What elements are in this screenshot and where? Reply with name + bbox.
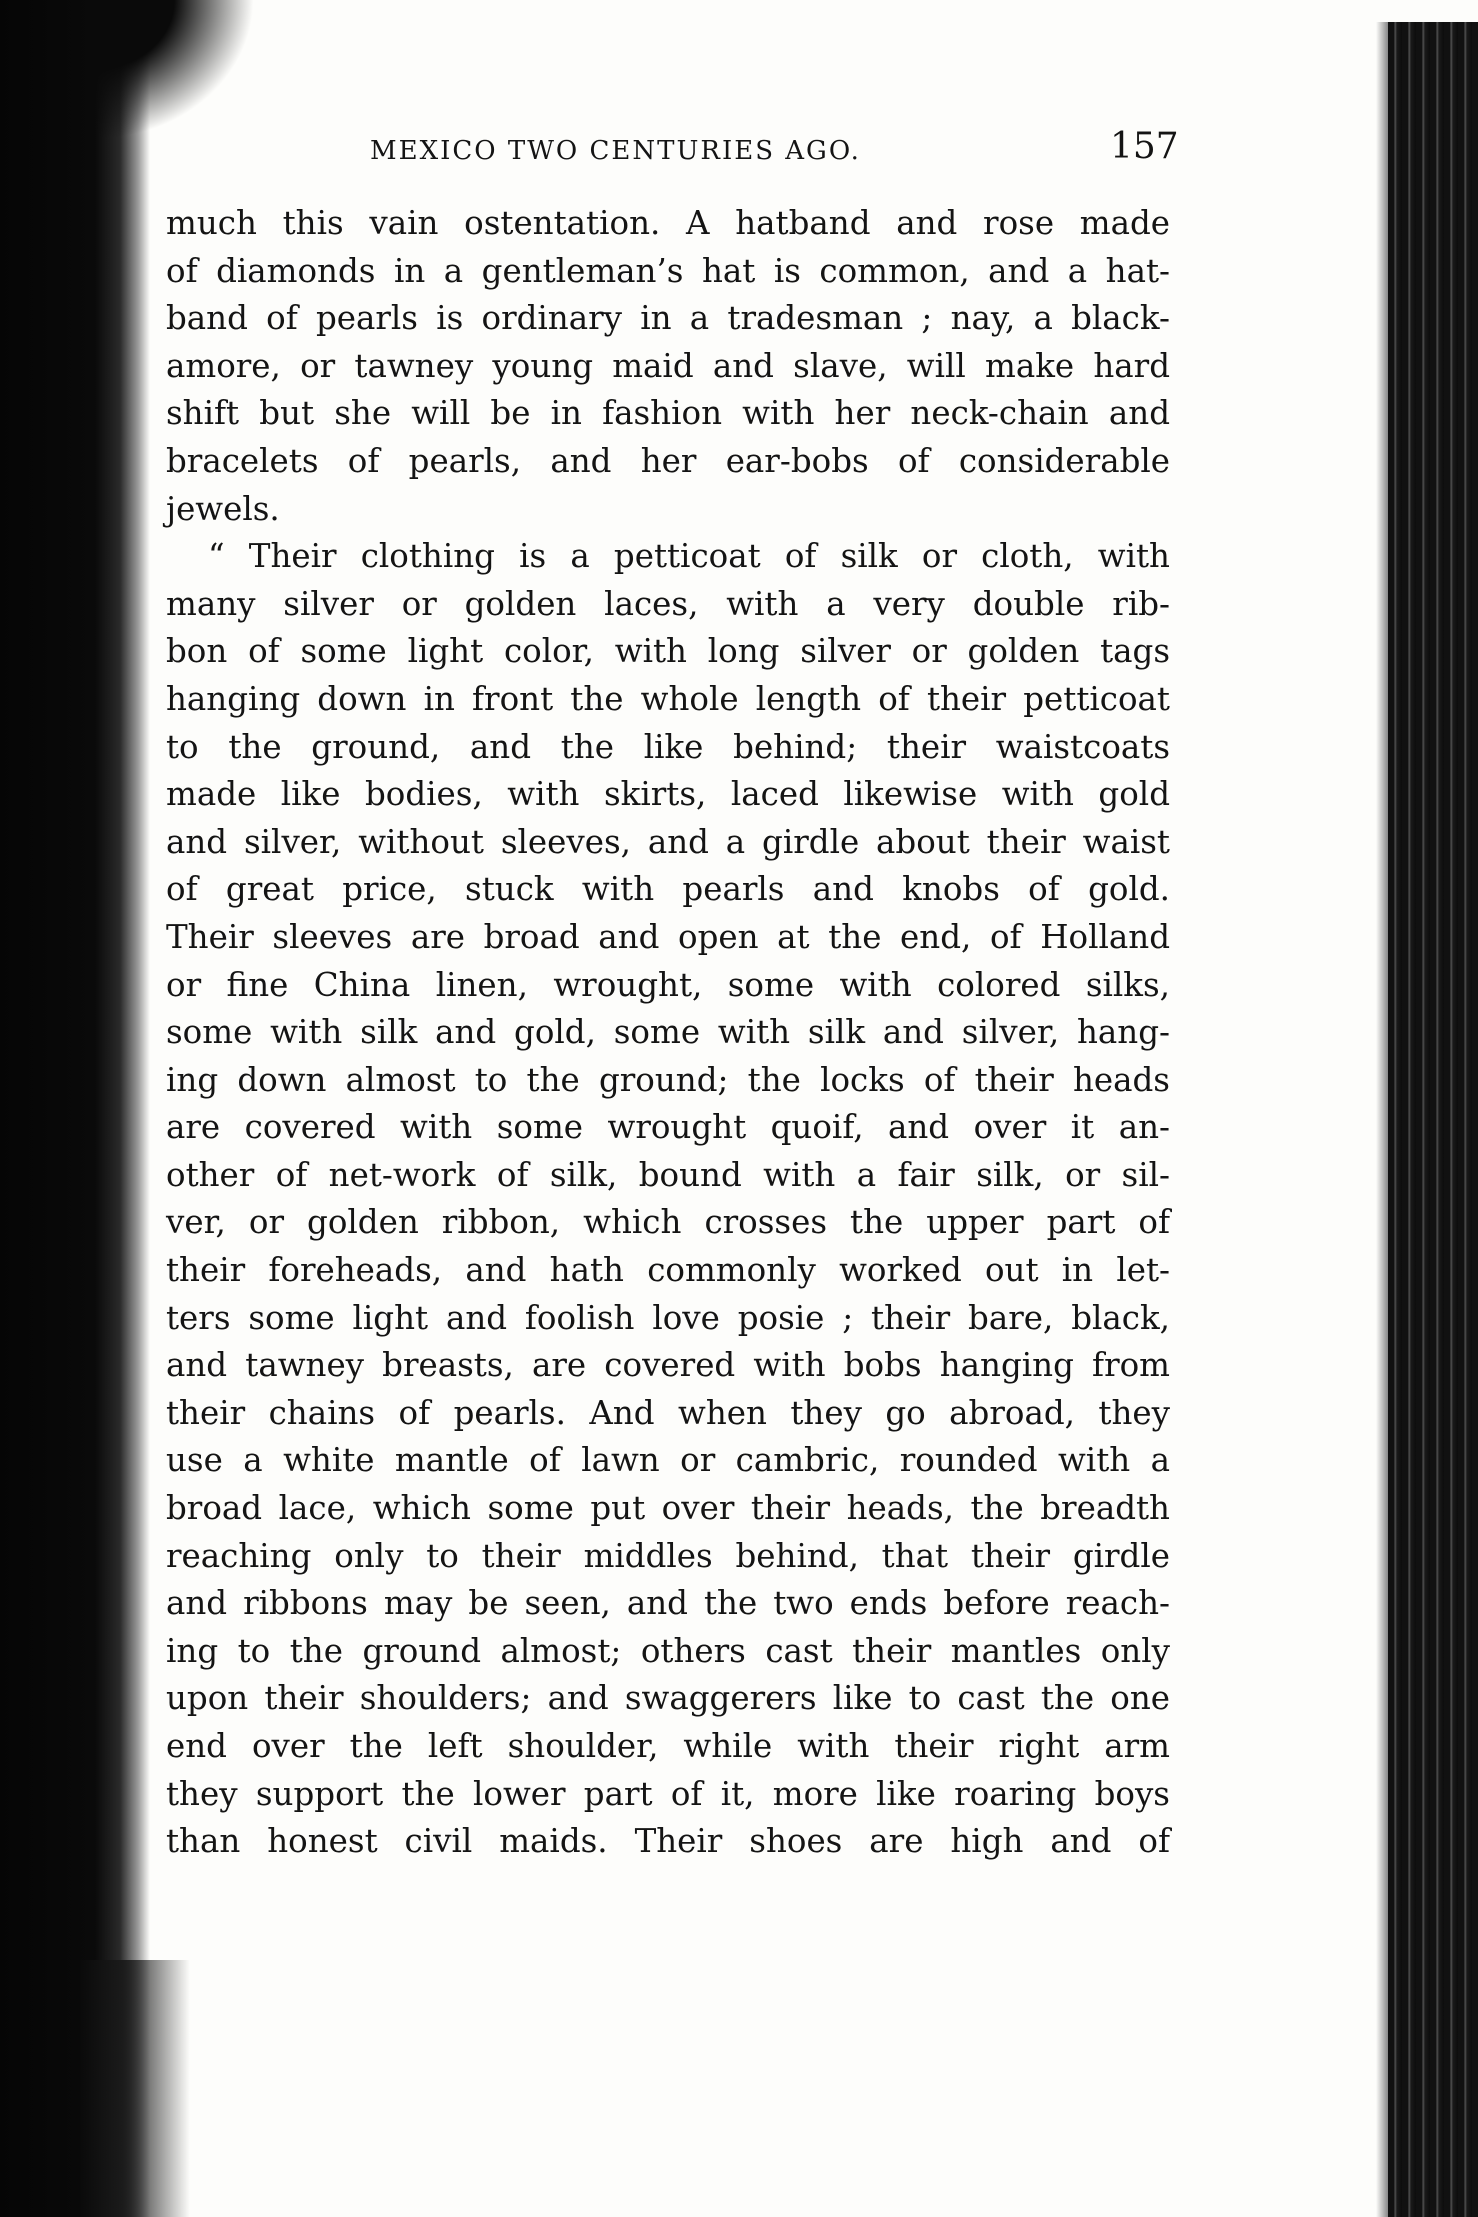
text-line: and tawney breasts, are covered with bobs hanging from — [166, 1346, 1170, 1385]
text-line: than honest civil maids. Their shoes are high and of — [166, 1822, 1170, 1861]
text-line: bracelets of pearls, and her ear-bobs of considerable — [166, 441, 1170, 480]
text-line: many silver or golden laces, with a very double rib- — [166, 584, 1170, 623]
text-line: broad lace, which some put over their heads, the breadth — [166, 1489, 1170, 1528]
text-line: are covered with some wrought quoif, and over it an- — [166, 1108, 1170, 1147]
text-line: “ Their clothing is a petticoat of silk or cloth, with — [208, 537, 1170, 576]
text-line: jewels. — [166, 489, 280, 528]
text-line: of diamonds in a gentleman’s hat is common, and a hat- — [166, 251, 1170, 290]
text-line: use a white mantle of lawn or cambric, rounded with a — [166, 1441, 1170, 1480]
text-line: shift but she will be in fashion with her neck-chain and — [166, 394, 1170, 433]
text-line: other of net-work of silk, bound with a fair silk, or sil- — [166, 1155, 1170, 1194]
scan-edge-fade — [1376, 22, 1388, 2217]
text-line: they support the lower part of it, more like roaring boys — [166, 1774, 1170, 1813]
text-line: of great price, stuck with pearls and knobs of gold. — [166, 870, 1170, 909]
text-line: ters some light and foolish love posie ; their bare, black, — [166, 1298, 1170, 1337]
text-line: bon of some light color, with long silver or golden tags — [166, 632, 1170, 671]
text-line: their foreheads, and hath commonly worked out in let- — [166, 1251, 1170, 1290]
text-line: Their sleeves are broad and open at the end, of Holland — [166, 917, 1170, 956]
text-line: to the ground, and the like behind; their waistcoats — [166, 727, 1170, 766]
text-line: some with silk and gold, some with silk and silver, hang- — [166, 1013, 1170, 1052]
text-line: reaching only to their middles behind, that their girdle — [166, 1536, 1170, 1575]
text-line: their chains of pearls. And when they go abroad, they — [166, 1393, 1170, 1432]
text-line: much this vain ostentation. A hatband and rose made — [166, 204, 1170, 242]
text-line: end over the left shoulder, while with their right arm — [166, 1727, 1170, 1765]
page-number: 157 — [1110, 126, 1179, 167]
text-line: or fine China linen, wrought, some with colored silks, — [166, 965, 1170, 1004]
text-line: amore, or tawney young maid and slave, will make hard — [166, 346, 1170, 385]
text-line: ing down almost to the ground; the locks of their heads — [166, 1060, 1170, 1099]
scan-shadow-bottom — [80, 1960, 200, 2217]
text-line: ing to the ground almost; others cast their mantles only — [166, 1631, 1170, 1670]
text-line: band of pearls is ordinary in a tradesman ; nay, a black- — [166, 299, 1170, 338]
scan-gutter-right — [1388, 22, 1478, 2217]
body-text — [166, 200, 1170, 1866]
text-line: and ribbons may be seen, and the two ends before reach- — [166, 1584, 1170, 1623]
text-line: ver, or golden ribbon, which crosses the upper part of — [166, 1203, 1170, 1242]
running-title: MEXICO TWO CENTURIES AGO. — [370, 136, 861, 166]
text-line: hanging down in front the whole length of their petticoat — [166, 679, 1170, 718]
text-line: upon their shoulders; and swaggerers like to cast the one — [166, 1679, 1170, 1718]
text-line: and silver, without sleeves, and a girdle about their waist — [166, 822, 1170, 861]
text-line: made like bodies, with skirts, laced likewise with gold — [166, 775, 1170, 814]
scan-gutter-left — [0, 0, 150, 2217]
page-header — [370, 126, 1179, 186]
scan-shadow-top — [95, 0, 255, 140]
